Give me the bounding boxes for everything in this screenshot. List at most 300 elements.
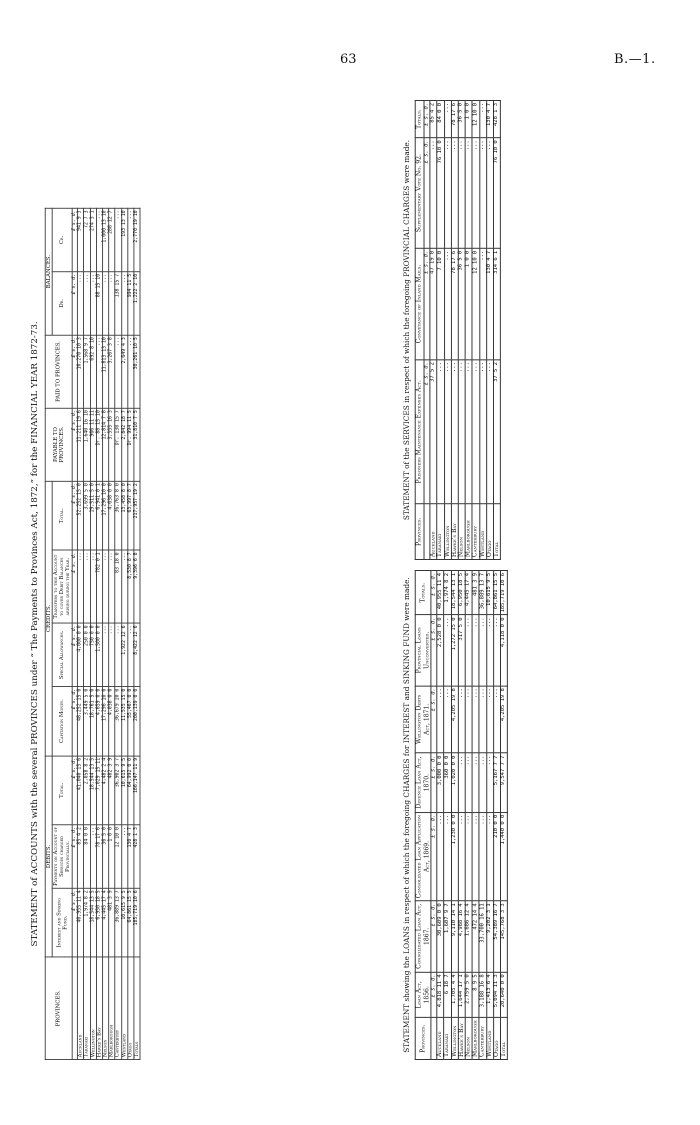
accounts-value-cell: 4,482 2 4 <box>103 756 109 825</box>
services-row <box>465 100 472 559</box>
services-value-cell: 130 4 7 <box>486 248 493 359</box>
loans-value-cell: ... <box>437 686 444 753</box>
accounts-value-cell: 1,922 12 6 <box>121 623 127 686</box>
services-value-cell: ... <box>437 360 444 504</box>
loans-value-cell: 360 0 0 <box>444 753 451 812</box>
services-value-cell: ... <box>486 138 493 249</box>
loans-row <box>465 570 472 1059</box>
services-total-cell: 76 10 0 <box>493 138 500 249</box>
accounts-value-cell: 782 0 1 <box>96 550 102 623</box>
accounts-value-cell: 55,467 0 0 <box>128 687 134 756</box>
services-value-cell: ... <box>444 248 451 359</box>
services-value-cell: 130 4 7 <box>486 100 493 137</box>
services-value-cell: 1 0 0 <box>465 248 472 359</box>
accounts-value-cell: 193 13 10 <box>121 208 127 271</box>
services-total-cell: 314 6 1 <box>493 248 500 359</box>
loans-col-header: Wellington Debts Act, 1871. <box>416 686 431 753</box>
loans-value-cell: ... <box>472 686 479 753</box>
services-unit-label: £ s. d. <box>424 100 430 137</box>
accounts-unit-label: £ s. d. <box>72 687 78 756</box>
accounts-value-cell: ... <box>115 208 121 271</box>
accounts-unit-label: £ s. d. <box>72 623 78 686</box>
accounts-value-cell: 7,029 15 11 <box>96 756 102 825</box>
loans-value-cell: ... <box>444 615 451 686</box>
accounts-value-cell: 2,649 4 3 <box>121 335 127 408</box>
loans-value-cell: ... <box>472 753 479 812</box>
accounts-value-cell: ... <box>84 550 90 623</box>
loans-statement <box>402 570 662 1060</box>
accounts-province-name: Nelson <box>103 957 109 1059</box>
accounts-value-cell: 4,659 0 0 <box>96 687 102 756</box>
loans-province-name: Canterbury <box>479 1018 486 1060</box>
accounts-total-cell: 8,422 12 6 <box>134 623 140 686</box>
loans-col-header: Provinces. <box>416 1018 431 1060</box>
loans-unit-label: £ s. d. <box>431 972 437 1018</box>
col-payments: Payments on Account of Services charged Provincially. <box>52 825 71 888</box>
accounts-value-cell: 88 15 10 <box>96 272 102 335</box>
accounts-value-cell: ... <box>103 623 109 686</box>
accounts-value-cell: ... <box>96 335 102 408</box>
services-value-cell: ... <box>465 138 472 249</box>
loans-value-cell: ... <box>479 753 486 812</box>
services-value-cell: ... <box>458 138 465 249</box>
loans-value-cell: 4,818 11 4 <box>437 972 444 1018</box>
loans-unit-label: £ s. d. <box>431 615 437 686</box>
accounts-value-cell: ... <box>115 335 121 408</box>
accounts-value-cell: 18,544 13 5 <box>90 756 96 825</box>
loans-value-cell: ... <box>458 686 465 753</box>
loans-value-cell: 33,700 16 11 <box>479 901 486 972</box>
services-province-name: Auckland <box>430 504 437 559</box>
services-value-cell: ... <box>472 360 479 504</box>
loans-col-header: Provincial Loans Unconverted. <box>416 615 431 686</box>
loans-value-cell: ... <box>465 753 472 812</box>
services-value-cell: ... <box>479 360 486 504</box>
accounts-value-cell: 994 11 5 <box>128 272 134 335</box>
accounts-value-cell: 17,296 10 0 <box>103 481 109 550</box>
loans-table <box>415 570 508 1060</box>
loans-value-cell: ... <box>479 615 486 686</box>
accounts-value-cell: 11,211 19 6 <box>77 408 83 481</box>
loans-value-cell: 317 5 0 <box>458 615 465 686</box>
accounts-value-cell: ... <box>84 272 90 335</box>
services-unit-label: £ s. d. <box>424 138 430 249</box>
loans-value-cell: ... <box>465 686 472 753</box>
services-value-cell: 1 0 0 <box>465 100 472 137</box>
accounts-value-cell: 78 17 6 <box>96 825 102 888</box>
services-value-cell: ... <box>451 138 458 249</box>
loans-value-cell: 4,445 17 4 <box>465 570 472 615</box>
loans-value-cell: ... <box>493 686 500 753</box>
loans-value-cell: 10,615 9 5 <box>486 570 493 615</box>
accounts-unit-label: £ s. d. <box>72 888 78 957</box>
loans-col-header: Consolidated Loan Application Act, 1869. <box>416 812 431 901</box>
accounts-value-cell: ... <box>128 623 134 686</box>
services-value-cell: ... <box>479 138 486 249</box>
accounts-value-cell: ... <box>121 272 127 335</box>
accounts-value-cell: Dr. 138 15 7 <box>115 408 121 481</box>
accounts-value-cell: 2,058 8 2 <box>84 756 90 825</box>
accounts-value-cell: ... <box>128 335 134 408</box>
accounts-value-cell: 10,270 10 3 <box>77 335 83 408</box>
accounts-value-cell: 274 3 1 <box>90 208 96 271</box>
loans-value-cell: 472 14 4 <box>472 901 479 972</box>
accounts-value-cell: 83 18 0 <box>115 550 121 623</box>
col-interest: Interest and Sinking Fund. <box>52 888 71 957</box>
accounts-value-cell: ... <box>96 208 102 271</box>
services-row <box>479 100 486 559</box>
accounts-value-cell: 966 11 11 <box>90 408 96 481</box>
loans-value-cell: 1,686 12 4 <box>465 901 472 972</box>
accounts-value-cell: 10,615 9 5 <box>121 756 127 825</box>
services-value-cell: ... <box>465 360 472 504</box>
accounts-value-cell: 2,842 18 7 <box>121 408 127 481</box>
accounts-total-cell: 31,810 7 5 <box>134 408 140 481</box>
col-debit-total: Total. <box>52 756 71 825</box>
accounts-value-cell: 1,640 16 10 <box>84 408 90 481</box>
loans-value-cell: ... <box>437 812 444 901</box>
accounts-value-cell: 84 0 0 <box>84 825 90 888</box>
services-value-cell: 12 10 0 <box>472 248 479 359</box>
loans-col-header: Consolidated Loan Act, 1867. <box>416 901 431 972</box>
services-row <box>451 100 458 559</box>
loans-value-cell: ... <box>465 812 472 901</box>
accounts-value-cell: 12 10 0 <box>115 825 121 888</box>
loans-unit-label: £ s. d. <box>431 570 437 615</box>
loans-value-cell: ... <box>486 615 493 686</box>
loans-value-cell: ... <box>472 615 479 686</box>
services-value-cell: ... <box>472 138 479 249</box>
services-value-cell: 76 10 0 <box>437 138 444 249</box>
accounts-value-cell: 1,500 0 0 <box>96 623 102 686</box>
accounts-total-cell: 200,139 0 0 <box>134 687 140 756</box>
loans-value-cell: ... <box>458 753 465 812</box>
loans-value-cell: 1,413 6 4 <box>486 972 493 1018</box>
loans-value-cell: 9,202 3 1 <box>486 901 493 972</box>
services-value-cell: 85 4 2 <box>430 100 437 137</box>
accounts-value-cell: 1,000 13 10 <box>103 208 109 271</box>
accounts-value-cell: 6,941 0 1 <box>96 481 102 550</box>
loans-unit-label: £ s. d. <box>431 901 437 972</box>
services-value-cell: 36 5 0 <box>458 248 465 359</box>
services-col-header: Conveyance of Inland Mails. <box>416 248 424 359</box>
accounts-total-cell: 428 1 3 <box>134 825 140 888</box>
loans-value-cell: 210 0 0 <box>493 812 500 901</box>
accounts-value-cell: 36,763 8 0 <box>115 481 121 550</box>
accounts-value-cell: 138 15 7 <box>115 272 121 335</box>
services-value-cell: 37 5 2 <box>430 360 437 504</box>
loans-value-cell: 4,205 19 8 <box>451 686 458 753</box>
loans-total-cell: 20,640 0 0 <box>501 972 508 1018</box>
accounts-value-cell: 36,679 10 0 <box>115 687 121 756</box>
loans-province-name: Westland <box>486 1018 493 1060</box>
accounts-value-cell: 36,889 13 7 <box>115 888 121 957</box>
accounts-value-cell: 18,544 13 5 <box>90 888 96 957</box>
accounts-province-name: Wellington <box>90 957 96 1059</box>
loans-value-cell: 481 3 9 <box>472 570 479 615</box>
col-capitation: Capitation Money. <box>52 687 71 756</box>
accounts-province-name: Auckland <box>77 957 83 1059</box>
accounts-value-cell: 19,511 5 0 <box>90 481 96 550</box>
group-debits: DEBITS. <box>45 756 52 958</box>
accounts-unit-label: £ s. d. <box>72 550 78 623</box>
loans-total-cell: 185,719 10 6 <box>501 570 508 615</box>
services-province-name: Nelson <box>458 504 465 559</box>
services-value-cell: 12 10 0 <box>472 100 479 137</box>
accounts-value-cell: 64,861 15 5 <box>128 888 134 957</box>
loans-value-cell: 36,889 13 7 <box>479 570 486 615</box>
services-province-name: Hawke's Bay <box>451 504 458 559</box>
accounts-value-cell: ... <box>90 825 96 888</box>
accounts-statement-title: STATEMENT of ACCOUNTS with the several PROVINCES under “ The Payments to Provinces Act, 1872,” for the FINANCIAL YEAR 1872-73. <box>30 321 40 947</box>
services-row <box>444 100 451 559</box>
services-value-cell: ... <box>430 138 437 249</box>
accounts-total-cell: 2,770 19 10 <box>134 208 140 271</box>
loans-value-cell: 6 18 7 <box>444 972 451 1018</box>
loans-value-cell: ... <box>486 753 493 812</box>
accounts-value-cell: 4,038 0 0 <box>109 481 115 550</box>
accounts-value-cell: 1 0 0 <box>109 825 115 888</box>
loans-value-cell: ... <box>486 686 493 753</box>
loans-value-cell: 64,861 15 5 <box>493 570 500 615</box>
services-col-header: Provinces. <box>416 504 424 559</box>
loans-col-header: Defence Loan Act, 1870. <box>416 753 431 812</box>
loans-total-cell: 9,547 7 7 <box>501 753 508 812</box>
loans-value-cell: ... <box>444 686 451 753</box>
accounts-value-cell: 250 0 0 <box>84 623 90 686</box>
accounts-total-cell: 186,147 11 9 <box>134 756 140 825</box>
loans-value-cell: 3,000 0 0 <box>437 753 444 812</box>
services-value-cell: 7 10 0 <box>437 248 444 359</box>
services-province-name: Marlborough <box>465 504 472 559</box>
accounts-total-row <box>134 208 140 1059</box>
services-col-header: Prisoners Maintenance Expenses Act. <box>416 360 424 504</box>
loans-value-cell: 18,544 13 1 <box>451 570 458 615</box>
loans-value-cell: 5,167 7 7 <box>493 753 500 812</box>
loans-value-cell: ... <box>486 812 493 901</box>
accounts-value-cell: ... <box>109 272 115 335</box>
loans-province-name: Nelson <box>465 1018 472 1060</box>
accounts-unit-label: £ s. d. <box>72 481 78 550</box>
services-value-cell: 36 5 0 <box>458 100 465 137</box>
accounts-value-cell: ... <box>103 272 109 335</box>
accounts-value-cell: ... <box>77 550 83 623</box>
loans-province-name: Otago <box>493 1018 500 1060</box>
accounts-value-cell: ... <box>109 550 115 623</box>
services-value-cell: ... <box>444 360 451 504</box>
accounts-value-cell: 36,902 3 7 <box>115 756 121 825</box>
services-row <box>458 100 465 559</box>
services-value-cell: 78 17 6 <box>451 248 458 359</box>
services-province-name: Westland <box>479 504 486 559</box>
accounts-unit-label: £ s. d. <box>72 208 78 271</box>
accounts-value-cell: 17,296 10 0 <box>103 687 109 756</box>
accounts-value-cell: 12,814 7 8 <box>103 408 109 481</box>
accounts-value-cell: 85 4 2 <box>77 825 83 888</box>
accounts-province-name: Marlborough <box>109 957 115 1059</box>
accounts-value-cell: 52,252 15 0 <box>77 481 83 550</box>
loans-value-cell: 8 9 5 <box>472 972 479 1018</box>
loans-col-header: Loan Act, 1856. <box>416 972 431 1018</box>
services-total-label: Total <box>493 504 500 559</box>
accounts-unit-label: £ s. d. <box>72 825 78 888</box>
accounts-value-cell: 40,955 11 4 <box>77 888 83 957</box>
accounts-value-cell: 130 4 7 <box>128 825 134 888</box>
accounts-unit-label: £ s. d. <box>72 408 78 481</box>
accounts-value-cell: 4,445 17 4 <box>103 888 109 957</box>
loans-value-cell: 1,644 17 1 <box>458 972 465 1018</box>
col-paid: PAID TO PROVINCES. <box>45 335 72 408</box>
col-provinces: PROVINCES. <box>45 957 72 1059</box>
services-province-name: Taranaki <box>437 504 444 559</box>
loans-total-cell: 145,768 3 3 <box>501 901 508 972</box>
accounts-value-cell: 10,615 9 5 <box>121 888 127 957</box>
accounts-value-cell: 13,458 8 0 <box>121 481 127 550</box>
loans-value-cell: 1,272 15 0 <box>451 615 458 686</box>
services-total-row <box>493 100 500 559</box>
loans-value-cell: 1,020 0 0 <box>451 753 458 812</box>
loans-total-cell: 1,440 0 0 <box>501 812 508 901</box>
services-value-cell: ... <box>444 100 451 137</box>
accounts-province-name: Otago <box>128 957 134 1059</box>
accounts-unit-label: £ s. d. <box>72 756 78 825</box>
accounts-value-cell: ... <box>90 272 96 335</box>
accounts-value-cell: ... <box>77 272 83 335</box>
loans-col-header: Totals. <box>416 570 431 615</box>
accounts-value-cell: 6,950 18 5 <box>96 888 102 957</box>
services-value-cell: ... <box>458 360 465 504</box>
accounts-value-cell: 4,038 0 0 <box>109 687 115 756</box>
accounts-value-cell: 64,992 0 0 <box>128 756 134 825</box>
loans-value-cell: 5,094 11 3 <box>493 972 500 1018</box>
loans-value-cell: 6,950 18 5 <box>458 570 465 615</box>
loans-value-cell: ... <box>458 812 465 901</box>
loans-value-cell: 3,188 16 8 <box>479 972 486 1018</box>
services-total-cell: 37 5 2 <box>493 360 500 504</box>
group-credits: CREDITS. <box>45 481 52 756</box>
services-value-cell: 47 19 0 <box>430 248 437 359</box>
accounts-value-cell: 1,568 9 7 <box>84 335 90 408</box>
services-row <box>486 100 493 559</box>
services-province-name: Wellington <box>444 504 451 559</box>
col-payable: PAYABLE TO PROVINCES. <box>45 408 72 481</box>
accounts-value-cell: ... <box>109 623 115 686</box>
accounts-value-cell: ... <box>115 623 121 686</box>
loans-value-cell: ... <box>472 812 479 901</box>
loans-value-cell: ... <box>479 812 486 901</box>
loans-province-name: Hawke's Bay <box>458 1018 465 1060</box>
accounts-unit-label: £ s. d. <box>72 335 78 408</box>
accounts-province-name: Hawke's Bay <box>96 957 102 1059</box>
loans-province-name: Auckland <box>437 1018 444 1060</box>
loans-value-cell: 30,609 0 0 <box>437 901 444 972</box>
loans-value-cell: ... <box>465 615 472 686</box>
accounts-table <box>45 208 141 1060</box>
loans-province-name: Marlborough <box>472 1018 479 1060</box>
accounts-value-cell: ... <box>128 208 134 271</box>
loans-statement-title: STATEMENT showing the LOANS in respect of which the foregoing CHARGES for INTEREST and SINKING FUND were made. <box>402 577 411 1053</box>
accounts-value-cell: 3,699 5 0 <box>84 481 90 550</box>
accounts-value-cell: ... <box>121 550 127 623</box>
accounts-total-label: Totals <box>134 957 140 1059</box>
group-balances: BALANCES. <box>45 208 52 335</box>
accounts-statement <box>30 208 330 1060</box>
loans-unit-label: £ s. d. <box>431 753 437 812</box>
accounts-value-cell: 63,997 8 7 <box>128 481 134 550</box>
loans-total-cell: 4,118 0 0 <box>501 615 508 686</box>
loans-row <box>437 570 444 1059</box>
col-dr: Dr. <box>52 272 71 335</box>
accounts-value-cell: 18,761 5 0 <box>90 687 96 756</box>
services-table <box>415 100 501 560</box>
services-value-cell: 78 17 6 <box>451 100 458 137</box>
accounts-value-cell: ... <box>90 550 96 623</box>
accounts-value-cell: 8,530 8 7 <box>128 550 134 623</box>
accounts-province-name: Westland <box>121 957 127 1059</box>
accounts-value-cell: 3,555 16 3 <box>109 408 115 481</box>
services-total-cell: 428 1 3 <box>493 100 500 137</box>
accounts-value-cell: Dr. 994 11 5 <box>128 408 134 481</box>
loans-value-cell: 54,389 16 7 <box>493 901 500 972</box>
accounts-total-cell: 1,222 2 10 <box>134 272 140 335</box>
loans-value-cell: 2,759 5 0 <box>465 972 472 1018</box>
services-value-cell: ... <box>451 360 458 504</box>
services-value-cell: ... <box>479 100 486 137</box>
accounts-value-cell: 1,974 8 2 <box>84 888 90 957</box>
loans-province-name: Wellington <box>451 1018 458 1060</box>
services-unit-label: £ s. d. <box>424 360 430 504</box>
document-id: B.—1. <box>614 52 656 67</box>
page-number: 63 <box>340 52 357 67</box>
services-unit-label: £ s. d. <box>424 248 430 359</box>
accounts-value-cell: 11,535 15 0 <box>121 687 127 756</box>
col-cr: Cr. <box>52 208 71 271</box>
services-statement-title: STATEMENT of the SERVICES in respect of which the foregoing PROVINCIAL CHARGES were made. <box>402 139 411 521</box>
services-row <box>430 100 437 559</box>
loans-value-cell: ... <box>444 812 451 901</box>
accounts-total-cell: 30,261 10 5 <box>134 335 140 408</box>
accounts-value-cell: 481 3 9 <box>109 888 115 957</box>
accounts-value-cell: ... <box>103 550 109 623</box>
accounts-value-cell: ... <box>121 825 127 888</box>
loans-value-cell: ... <box>479 686 486 753</box>
services-row <box>437 100 444 559</box>
loans-value-cell: 1,607 9 7 <box>444 901 451 972</box>
accounts-value-cell: 72 7 3 <box>84 208 90 271</box>
loans-value-cell: 1,705 4 4 <box>451 972 458 1018</box>
accounts-value-cell: 48,252 15 0 <box>77 687 83 756</box>
loans-total-cell: 4,205 19 8 <box>501 686 508 753</box>
services-row <box>472 100 479 559</box>
accounts-value-cell: 41,040 15 6 <box>77 756 83 825</box>
services-value-cell: ... <box>444 138 451 249</box>
services-province-name: Otago <box>486 504 493 559</box>
accounts-province-name: Taranaki <box>84 957 90 1059</box>
services-province-name: Canterbury <box>472 504 479 559</box>
loans-total-label: Total <box>501 1018 508 1060</box>
accounts-value-cell: 750 0 0 <box>90 623 96 686</box>
loans-value-cell: 1,230 0 0 <box>451 812 458 901</box>
services-value-cell: 84 0 0 <box>437 100 444 137</box>
accounts-value-cell: 3,449 5 0 <box>84 687 90 756</box>
loans-row <box>472 570 479 1059</box>
accounts-total-cell: 185,719 10 6 <box>134 888 140 957</box>
accounts-value-cell: 288 12 7 <box>109 208 115 271</box>
accounts-value-cell: Dr. 88 15 10 <box>96 408 102 481</box>
loans-value-cell: 9,110 14 1 <box>451 901 458 972</box>
col-credit-total: Total. <box>52 481 71 550</box>
services-col-header: Supplementary Vote No. 92. <box>416 138 424 249</box>
